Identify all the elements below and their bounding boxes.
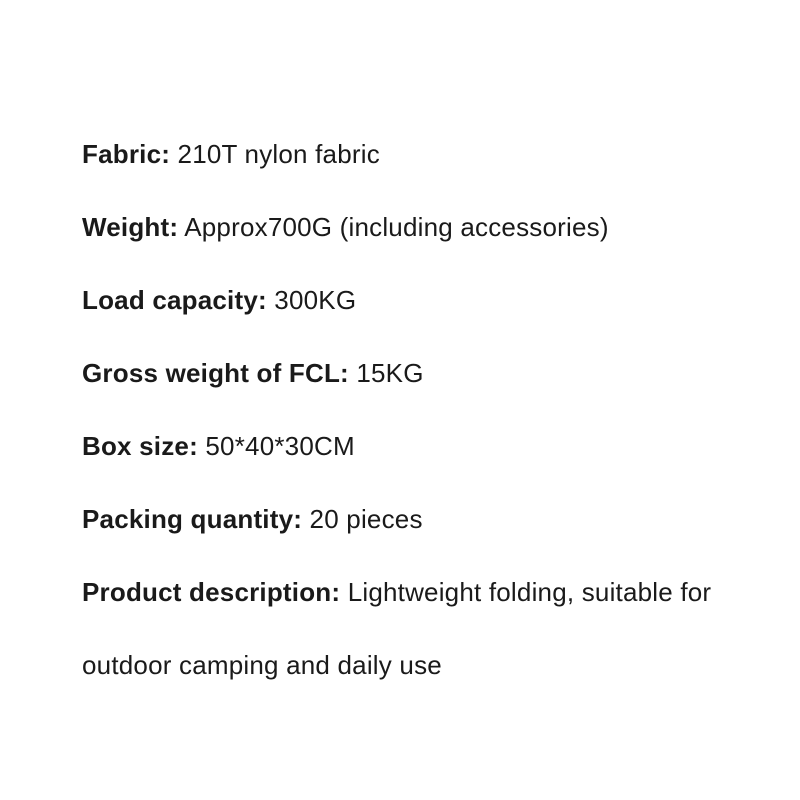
spec-row-packing-quantity xyxy=(82,483,742,556)
spec-label: Fabric: xyxy=(82,139,171,169)
spec-value xyxy=(170,139,177,169)
spec-label: Packing quantity: xyxy=(82,504,303,534)
spec-label: Box size: xyxy=(82,431,198,461)
spec-row-weight xyxy=(82,191,742,264)
spec-row-load-capacity xyxy=(82,264,742,337)
spec-label: Weight: xyxy=(82,212,179,242)
spec-value xyxy=(302,504,309,534)
spec-row-fabric xyxy=(82,118,742,191)
spec-value-text: 50*40*30CM xyxy=(205,431,355,461)
spec-row-gross-weight xyxy=(82,337,742,410)
spec-value-text: 300KG xyxy=(274,285,357,315)
spec-value-text: 15KG xyxy=(356,358,424,388)
spec-row-product-description xyxy=(82,556,742,702)
spec-label: Product description: xyxy=(82,577,341,607)
spec-row-box-size xyxy=(82,410,742,483)
spec-value-text: 20 pieces xyxy=(309,504,423,534)
spec-value-text: 210T nylon fabric xyxy=(177,139,380,169)
spec-value xyxy=(340,577,347,607)
spec-value-text: Lightweight folding, suitable for outdoor camping and daily use xyxy=(82,577,712,680)
spec-label: Gross weight of FCL: xyxy=(82,358,349,388)
spec-label: Load capacity: xyxy=(82,285,267,315)
spec-value-text: Approx700G (including accessories) xyxy=(184,212,609,242)
